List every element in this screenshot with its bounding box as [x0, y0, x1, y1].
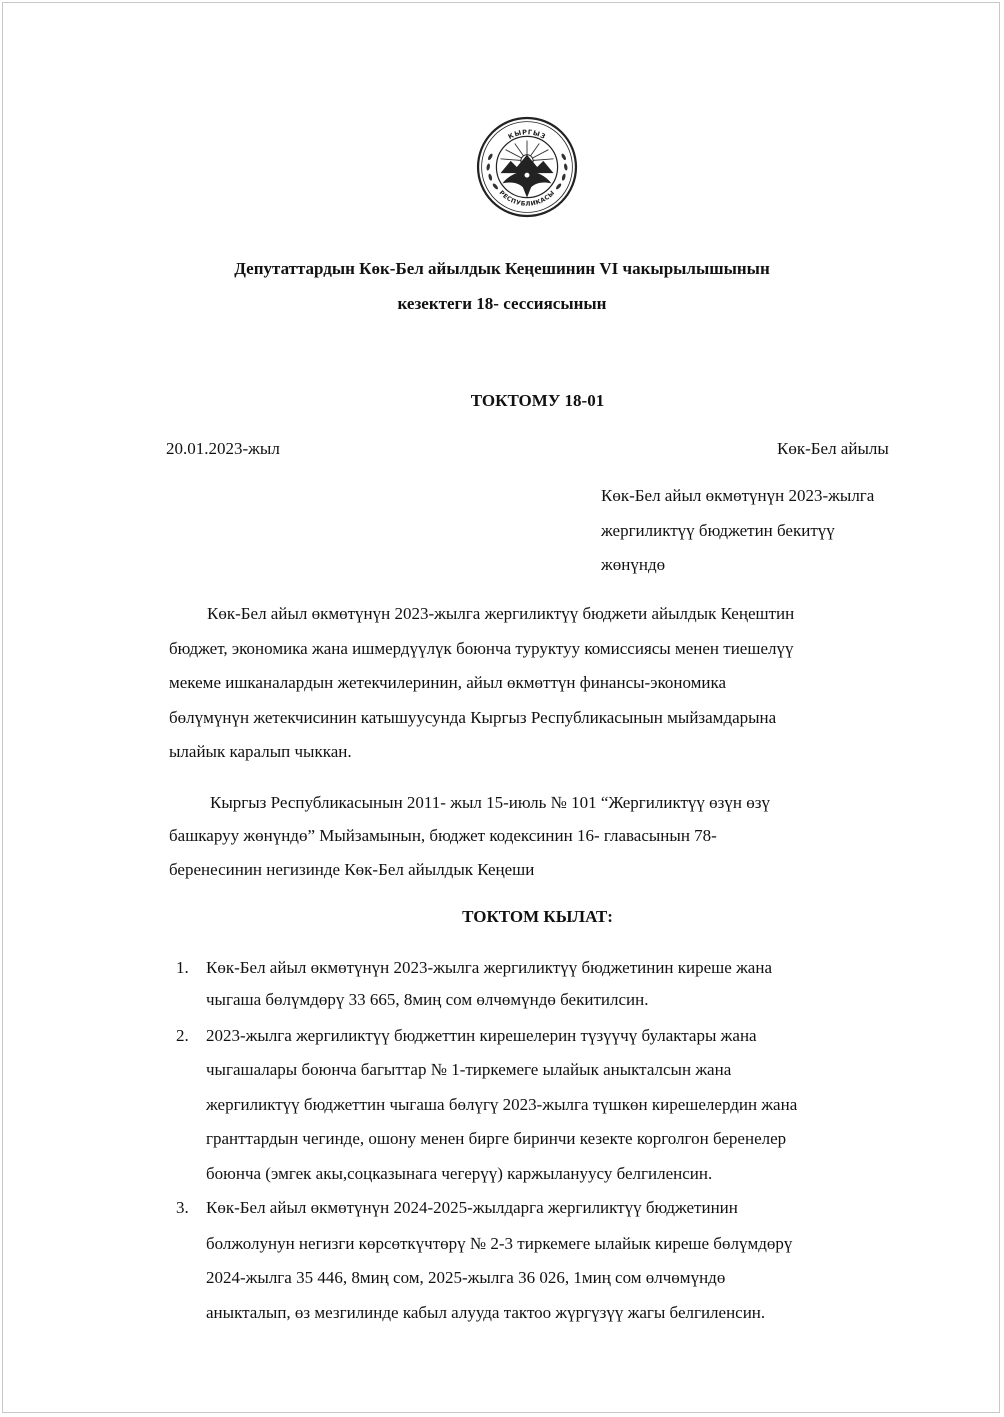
list-item-line: чыгаша бөлүмдөрү 33 665, 8миң сом өлчөмүндө бекитилсин. — [206, 990, 649, 1009]
list-item-number: 3. — [176, 1198, 189, 1217]
list-item-number: 2. — [176, 1026, 189, 1045]
paragraph-line: башкаруу жөнүндө” Мыйзамынын, бюджет кодексинин 16- главасынын 78- — [169, 826, 717, 845]
list-item-number: 1. — [176, 958, 189, 977]
emblem-bottom-text: РЕСПУБЛИКАСЫ — [497, 189, 557, 208]
list-item-line: боюнча (эмгек акы,соцказынага чегерүү) каржылануусу белгиленсин. — [206, 1164, 713, 1183]
list-item-line: чыгашалары боюнча багыттар № 1-тиркемеге ылайык аныкталсын жана — [206, 1060, 732, 1079]
resolution-date: 20.01.2023-жыл — [166, 439, 280, 458]
list-item-line: 2024-жылга 35 446, 8миң сом, 2025-жылга 36 026, 1миң сом өлчөмүндө — [206, 1268, 726, 1287]
list-item-line: болжолунун негизги көрсөткүчтөрү № 2-3 тиркемеге ылайык киреше бөлүмдөрү — [206, 1234, 793, 1253]
paragraph-line: мекеме ишканалардын жетекчилеринин, айыл өкмөттүн финансы-экономика — [169, 673, 727, 692]
resolution-title: ТОКТОМУ 18-01 — [470, 391, 605, 410]
list-item-line: гранттардын чегинде, ошону менен бирге биринчи кезекте корголгон беренелер — [206, 1129, 787, 1148]
paragraph-line: бюджет, экономика жана ишмердүүлүк боюнча туруктуу комиссиясы менен тиешелүү — [169, 639, 794, 658]
state-emblem-icon — [476, 116, 578, 218]
decision-heading: ТОКТОМ КЫЛАТ: — [462, 907, 613, 926]
header-line-1: Депутаттардын Көк-Бел айылдык Кеңешинин VI чакырылышынын — [234, 259, 770, 278]
header-line-2: кезектеги 18- сессиясынын — [397, 294, 607, 313]
subject-line: Көк-Бел айыл өкмөтүнүн 2023-жылга — [601, 486, 875, 505]
list-item-line: Көк-Бел айыл өкмөтүнүн 2024-2025-жылдарга жергиликтүү бюджетинин — [206, 1198, 738, 1217]
list-item-line: Көк-Бел айыл өкмөтүнүн 2023-жылга жергиликтүү бюджетинин киреше жана — [206, 958, 772, 977]
paragraph-line: Көк-Бел айыл өкмөтүнүн 2023-жылга жергиликтүү бюджети айылдык Кеңештин — [207, 604, 795, 623]
subject-line: жергиликтүү бюджетин бекитүү — [601, 521, 835, 540]
emblem-top-text: КЫРГЫЗ — [506, 128, 548, 142]
paragraph-line: Кыргыз Республикасынын 2011- жыл 15-июль № 101 “Жергиликтүү өзүн өзү — [210, 793, 770, 812]
paragraph-line: беренесинин негизинде Көк-Бел айылдык Кеңеши — [169, 860, 535, 879]
resolution-place: Көк-Бел айылы — [777, 439, 889, 458]
list-item-line: аныкталып, өз мезгилинде кабыл алууда тактоо жүргүзүү жагы белгиленсин. — [206, 1303, 766, 1322]
list-item-line: 2023-жылга жергиликтүү бюджеттин кирешелерин түзүүчү булактары жана — [206, 1026, 757, 1045]
subject-line: жөнүндө — [601, 555, 666, 574]
paragraph-line: бөлүмүнүн жетекчисинин катышуусунда Кыргыз Республикасынын мыйзамдарына — [169, 708, 777, 727]
paragraph-line: ылайык каралып чыккан. — [169, 742, 352, 761]
list-item-line: жергиликтүү бюджеттин чыгаша бөлүгү 2023-жылга түшкөн кирешелердин жана — [206, 1095, 798, 1114]
